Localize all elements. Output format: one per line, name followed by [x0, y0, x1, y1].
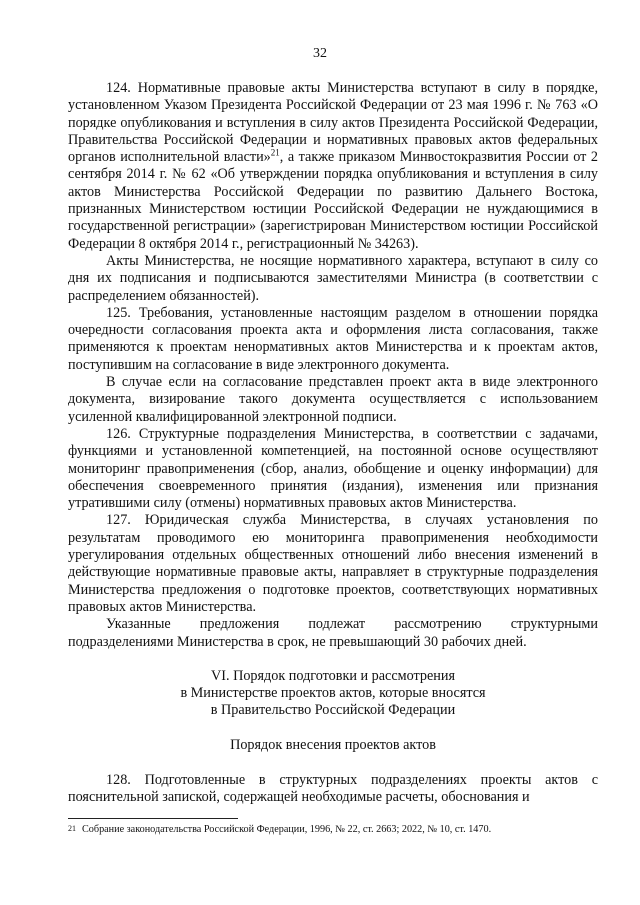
section-heading-line-3: в Правительство Российской Федерации	[210, 702, 456, 719]
section-heading-line-2: в Министерстве проектов актов, которые вносятся	[180, 685, 486, 702]
footnote-mark: 21	[68, 824, 76, 833]
paragraph-124-tail: , а также приказом Минвостокразвития России от 2 сентября 2014 г. № 62 «Об утверждении порядка опубликования и вступления в силу актов Министерства Российской Федерации по развитию Дальнего Востока, признанных Министерством юстиции Российской Федерации не нуждающимися в государственной регистрации» (зарегистрирован Министерством юстиции Российской Федерации 8 октября 2014 г., регистрационный № 34263).	[68, 149, 598, 252]
page-number: 32	[313, 46, 327, 61]
paragraph-125: 125. Требования, установленные настоящим разделом в отношении порядка очередности согласования проекта акта и оформления листа согласования, также применяются к проектам ненормативных актов Министерства и к проектам актов, поступившим на согласование в виде электронного документа.	[68, 304, 598, 373]
paragraph-128: 128. Подготовленные в структурных подразделениях проекты актов с пояснительной запиской, содержащей необходимые расчеты, обоснования и	[68, 771, 598, 806]
section-heading	[68, 668, 598, 720]
paragraph-126: 126. Структурные подразделения Министерства, в соответствии с задачами, функциями и установленной компетенцией, на постоянной основе осуществляют мониторинг правоприменения (сбор, анализ, обобщение и оценку информации) для обеспечения своевременного принятия (издания), изменения или признания утратившими силу (отмены) нормативных правовых актов Министерства.	[68, 425, 598, 512]
document-body	[68, 80, 598, 807]
footnote-text: Собрание законодательства Российской Федерации, 1996, № 22, ст. 2663; 2022, № 10, ст. 1470.	[82, 824, 492, 835]
footnote	[68, 822, 598, 836]
footnote-divider	[68, 818, 238, 819]
paragraph-127-second: Указанные предложения подлежат рассмотрению структурными подразделениями Министерства в срок, не превышающий 30 рабочих дней.	[68, 616, 598, 650]
paragraph-125-second: В случае если на согласование представлен проект акта в виде электронного документа, визирование такого документа осуществляется с использованием усиленной квалифицированной электронной подписи.	[68, 374, 598, 425]
paragraph-127: 127. Юридическая служба Министерства, в случаях установления по результатам проводимого ею мониторинга правоприменения необходимости урегулирования отдельных общественных отношений либо внесения изменений в действующие нормативные правовые акты, направляет в структурные подразделения Министерства предложения о подготовке проектов, соответствующих нормативных правовых актов Министерства.	[68, 512, 598, 615]
section-heading-line-1: VI. Порядок подготовки и рассмотрения	[211, 667, 455, 684]
paragraph-124	[68, 80, 598, 253]
subsection-heading: Порядок внесения проектов актов	[230, 736, 436, 753]
paragraph-124-text: 124. Нормативные правовые акты Министерства вступают в силу в порядке, установленном Указом Президента Российской Федерации от 23 мая 1996 г. № 763 «О порядке опубликования и вступления в силу актов Президента Российской Федерации, Правительства Российской Федерации и нормативных правовых актов федеральных органов исполнительной власти»	[68, 80, 598, 166]
paragraph-124-second: Акты Министерства, не носящие нормативного характера, вступают в силу со дня их подписания и подписываются заместителями Министра (в соответствии с распределением обязанностей).	[68, 252, 598, 304]
footnote-reference[interactable]: 21	[270, 147, 280, 158]
